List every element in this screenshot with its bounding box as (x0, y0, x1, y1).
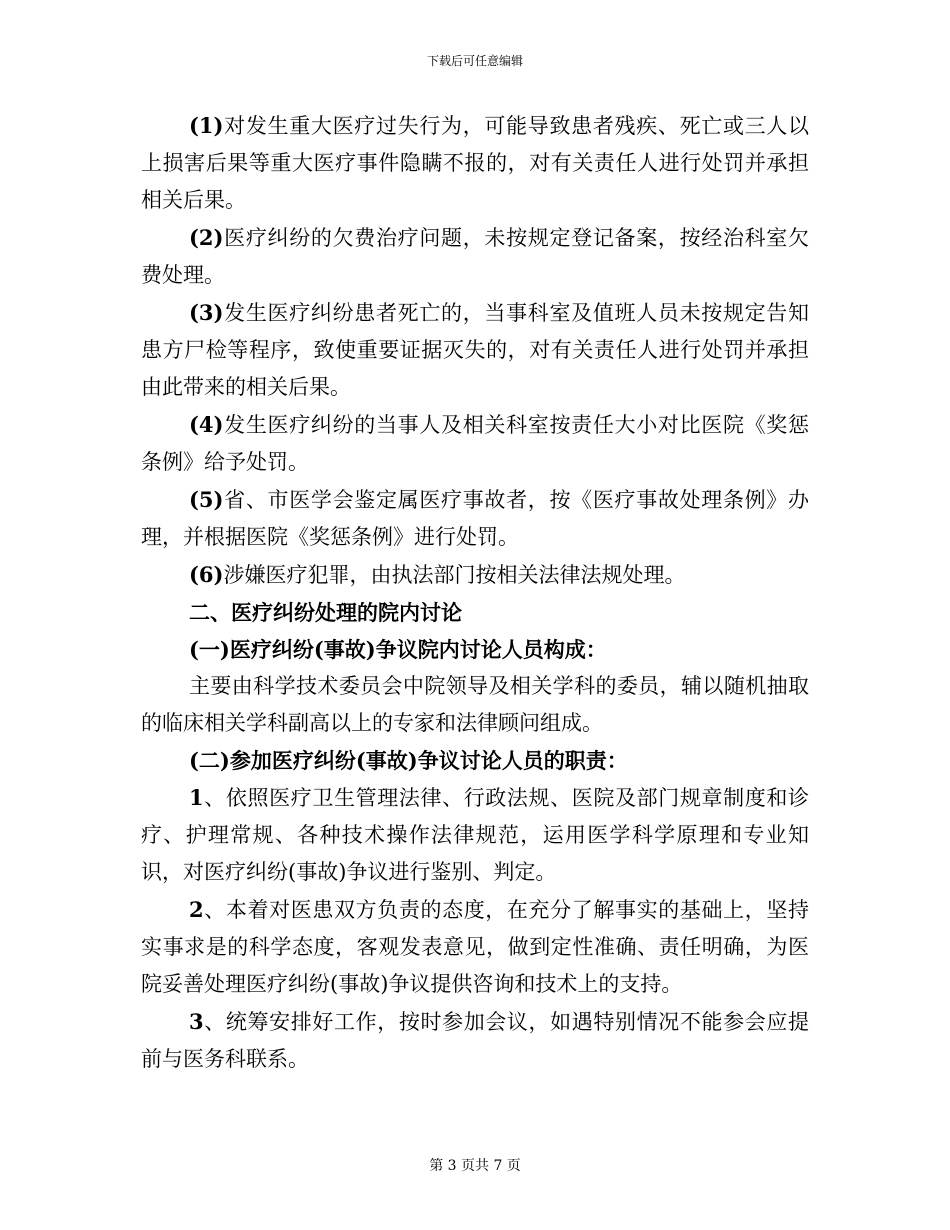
page-footer: 第 3 页共 7 页 (429, 1158, 521, 1174)
duty-text: 、本着对医患双方负责的态度，在充分了解事实的基础上，坚持实事求是的科学态度，客观发表意见，做到定性准确、责任明确，为医院妥善处理医疗纠纷(事故)争议提供咨询和技术上的支持。 (141, 898, 809, 996)
paragraph-text: 发生医疗纠纷患者死亡的，当事科室及值班人员未按规定告知患方尸检等程序，致使重要证据灭失的，对有关责任人进行处罚并承担由此带来的相关后果。 (141, 301, 809, 399)
paragraph-text: 对发生重大医疗过失行为，可能导致患者残疾、死亡或三人以上损害后果等重大医疗事件隐瞒不报的，对有关责任人进行处罚并承担相关后果。 (141, 114, 809, 212)
paragraph-2 (141, 219, 809, 294)
paragraph-5 (141, 481, 809, 556)
duty-item-3 (141, 1003, 809, 1078)
item-number: (1) (189, 113, 224, 138)
document-body (141, 107, 809, 1078)
paragraph-text: 涉嫌医疗犯罪，由执法部门按相关法律法规处理。 (223, 563, 686, 587)
duty-item-2 (141, 891, 809, 1003)
subsection-heading-2: (二)参加医疗纠纷(事故)争议讨论人员的职责： (189, 748, 628, 773)
duty-text: 、依照医疗卫生管理法律、行政法规、医院及部门规章制度和诊疗、护理常规、各种技术操作法律规范，运用医学科学原理和专业知识，对医疗纠纷(事故)争议进行鉴别、判定。 (141, 786, 809, 884)
item-number: (5) (189, 487, 224, 512)
item-number: (4) (189, 412, 224, 437)
duty-text: 、统筹安排好工作，按时参加会议，如遇特别情况不能参会应提前与医务科联系。 (141, 1010, 809, 1071)
paragraph-3 (141, 294, 809, 406)
item-number: (2) (189, 225, 224, 250)
item-number: 2 (189, 897, 204, 922)
paragraph-text: 省、市医学会鉴定属医疗事故者，按《医疗事故处理条例》办理，并根据医院《奖惩条例》进行处罚。 (141, 488, 809, 549)
item-number: 3 (189, 1009, 204, 1034)
subsection-heading-1: (一)医疗纠纷(事故)争议院内讨论人员构成： (189, 637, 607, 662)
paragraph-1 (141, 107, 809, 219)
page-header: 下载后可任意编辑 (426, 54, 523, 68)
paragraph-text: 发生医疗纠纷的当事人及相关科室按责任大小对比医院《奖惩条例》给予处罚。 (141, 413, 809, 474)
subsection-body-1: 主要由科学技术委员会中院领导及相关学科的委员，辅以随机抽取的临床相关学科副高以上的专家和法律顾问组成。 (141, 674, 809, 735)
paragraph-6 (141, 556, 809, 594)
section-heading: 二、医疗纠纷处理的院内讨论 (189, 600, 462, 625)
duty-item-1 (141, 779, 809, 891)
paragraph-4 (141, 406, 809, 481)
item-number: (3) (189, 300, 224, 325)
paragraph-text: 医疗纠纷的欠费治疗问题，未按规定登记备案，按经治科室欠费处理。 (141, 226, 809, 287)
item-number: 1 (189, 785, 204, 810)
item-number: (6) (189, 562, 224, 587)
